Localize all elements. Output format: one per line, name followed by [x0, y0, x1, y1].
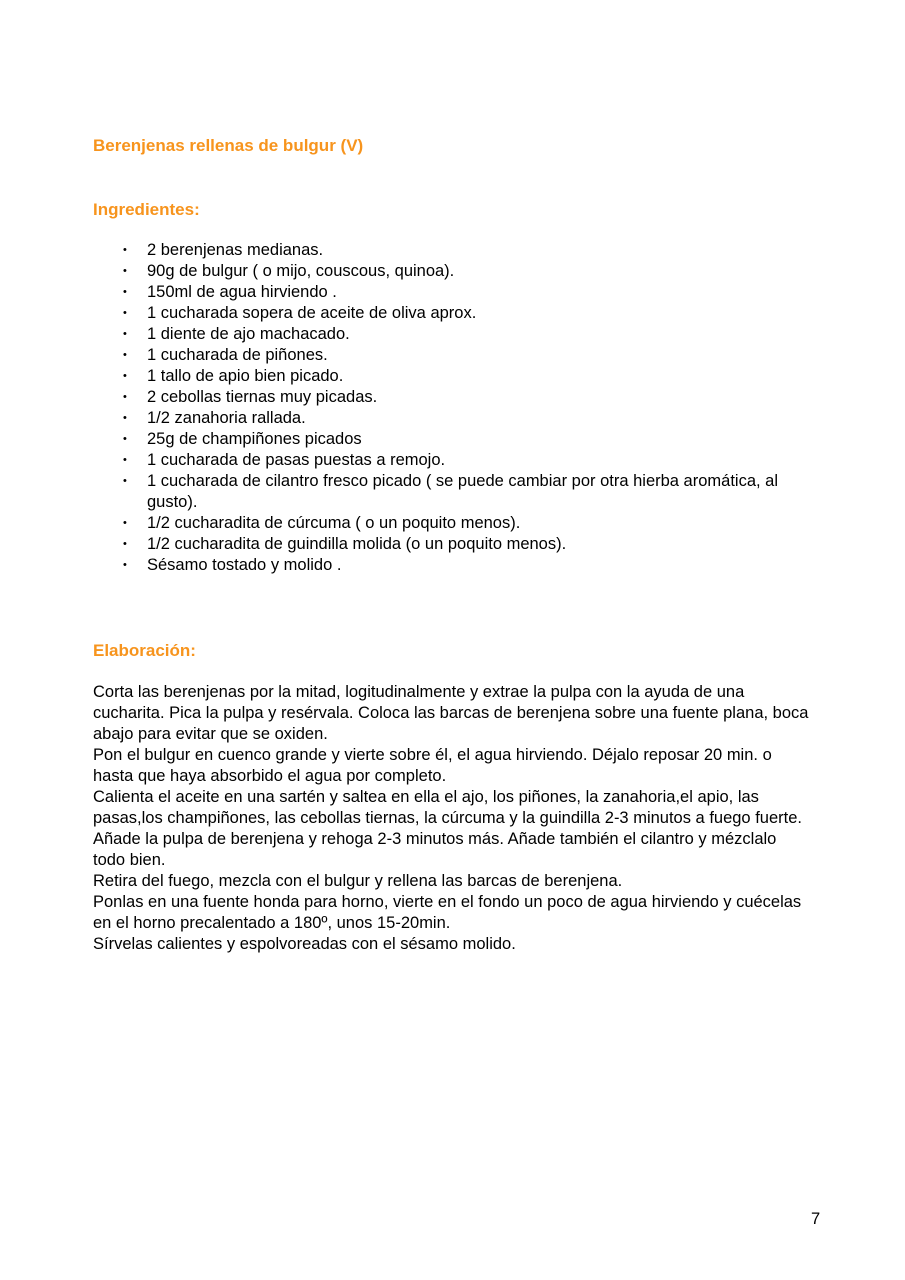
- ingredient-item: [93, 366, 813, 387]
- ingredients-heading: Ingredientes:: [93, 200, 200, 219]
- ingredient-text: 1/2 zanahoria rallada.: [147, 409, 306, 427]
- ingredient-item: [93, 450, 813, 471]
- ingredient-text: 1/2 cucharadita de cúrcuma ( o un poquito menos).: [147, 514, 521, 532]
- bullet-icon: •: [123, 244, 127, 256]
- preparation-paragraph: Calienta el aceite en una sartén y saltea en ella el ajo, los piñones, la zanahoria,el apio, las pasas,los champiñones, las cebollas tiernas, la cúrcuma y la guindilla 2-3 minutos a fuego fuerte.: [93, 788, 802, 827]
- bullet-icon: •: [123, 454, 127, 466]
- bullet-icon: •: [123, 265, 127, 277]
- ingredient-text: 1 cucharada de cilantro fresco picado ( se puede cambiar por otra hierba aromática, al gusto).: [147, 472, 779, 511]
- preparation-paragraph: Sírvelas calientes y espolvoreadas con el sésamo molido.: [93, 935, 516, 953]
- bullet-icon: •: [123, 412, 127, 424]
- ingredient-item: [93, 303, 813, 324]
- preparation-text: [93, 682, 811, 955]
- bullet-icon: •: [123, 538, 127, 550]
- ingredient-item: [93, 429, 813, 450]
- bullet-icon: •: [123, 349, 127, 361]
- bullet-icon: •: [123, 559, 127, 571]
- ingredient-text: 90g de bulgur ( o mijo, couscous, quinoa).: [147, 262, 455, 280]
- ingredient-text: 1 cucharada de piñones.: [147, 346, 328, 364]
- ingredient-item: [93, 261, 813, 282]
- ingredient-item: [93, 345, 813, 366]
- ingredient-text: 1 cucharada de pasas puestas a remojo.: [147, 451, 446, 469]
- bullet-icon: •: [123, 475, 127, 487]
- bullet-icon: •: [123, 517, 127, 529]
- page-number: 7: [811, 1210, 821, 1228]
- ingredient-text: 1 tallo de apio bien picado.: [147, 367, 344, 385]
- ingredient-text: 1/2 cucharadita de guindilla molida (o un poquito menos).: [147, 535, 567, 553]
- bullet-icon: •: [123, 433, 127, 445]
- ingredient-text: 2 berenjenas medianas.: [147, 241, 324, 259]
- ingredient-text: Sésamo tostado y molido .: [147, 556, 342, 574]
- ingredient-item: [93, 387, 813, 408]
- ingredient-text: 1 diente de ajo machacado.: [147, 325, 350, 343]
- ingredient-item: [93, 555, 813, 576]
- preparation-paragraph: Retira del fuego, mezcla con el bulgur y rellena las barcas de berenjena.: [93, 872, 623, 890]
- ingredients-list: [93, 240, 813, 576]
- bullet-icon: •: [123, 391, 127, 403]
- ingredient-text: 150ml de agua hirviendo .: [147, 283, 337, 301]
- ingredient-item: [93, 513, 813, 534]
- ingredient-item: [93, 471, 813, 513]
- preparation-heading: Elaboración:: [93, 641, 196, 660]
- bullet-icon: •: [123, 307, 127, 319]
- preparation-paragraph: Añade la pulpa de berenjena y rehoga 2-3 minutos más. Añade también el cilantro y mézclalo todo bien.: [93, 830, 777, 869]
- bullet-icon: •: [123, 286, 127, 298]
- ingredient-item: [93, 534, 813, 555]
- ingredient-item: [93, 408, 813, 429]
- ingredient-item: [93, 282, 813, 303]
- preparation-paragraph: Pon el bulgur en cuenco grande y vierte sobre él, el agua hirviendo. Déjalo reposar 20 min. o hasta que haya absorbido el agua por completo.: [93, 746, 772, 785]
- bullet-icon: •: [123, 328, 127, 340]
- ingredient-item: [93, 240, 813, 261]
- bullet-icon: •: [123, 370, 127, 382]
- ingredient-text: 1 cucharada sopera de aceite de oliva aprox.: [147, 304, 477, 322]
- ingredient-item: [93, 324, 813, 345]
- ingredient-text: 25g de champiñones picados: [147, 430, 362, 448]
- recipe-title: Berenjenas rellenas de bulgur (V): [93, 136, 364, 155]
- ingredient-text: 2 cebollas tiernas muy picadas.: [147, 388, 378, 406]
- preparation-paragraph: Corta las berenjenas por la mitad, logitudinalmente y extrae la pulpa con la ayuda de una cucharita. Pica la pulpa y resérvala. Coloca las barcas de berenjena sobre una fuente plana, boca abajo para evitar que se oxiden.: [93, 683, 809, 743]
- preparation-paragraph: Ponlas en una fuente honda para horno, vierte en el fondo un poco de agua hirviendo y cuécelas en el horno precalentado a 180º, unos 15-20min.: [93, 893, 802, 932]
